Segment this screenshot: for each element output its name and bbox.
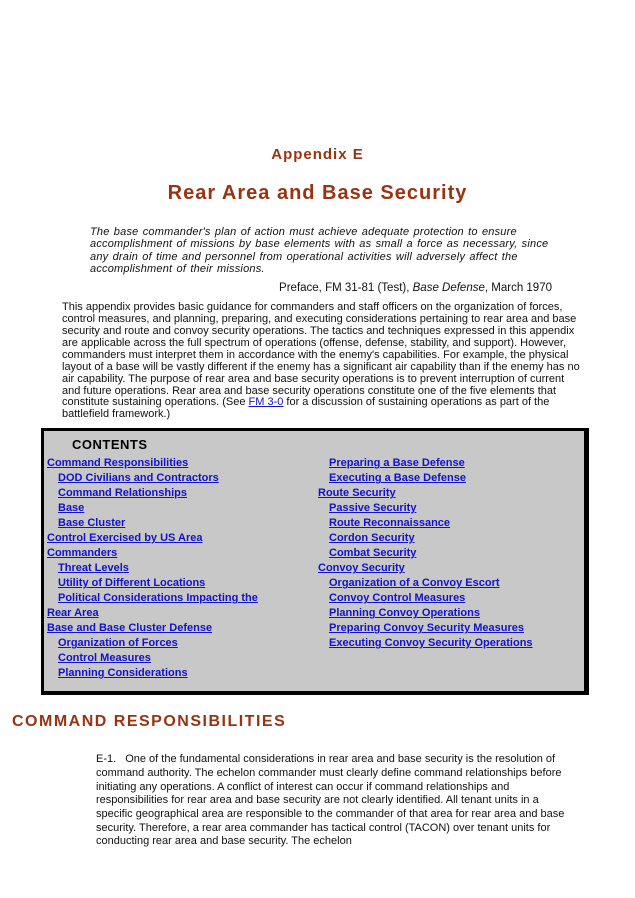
contents-link-command-responsibilities[interactable]: Command Responsibilities [47,457,189,470]
contents-link-preparing-convoy-security-measures[interactable]: Preparing Convoy Security Measures [329,622,525,635]
contents-link-political-considerations-impacting-the-rear-area[interactable]: Political Considerations Impacting the Rear Area [47,592,258,620]
contents-link-command-relationships[interactable]: Command Relationships [58,487,187,500]
contents-link-convoy-control-measures[interactable]: Convoy Control Measures [329,592,466,605]
contents-link-control-measures[interactable]: Control Measures [58,652,151,665]
intro-text-after: for a discussion of sustaining operations as part of the battlefield framework.) [62,396,550,421]
quote-attribution [90,282,552,295]
paragraph-e1 [96,753,577,849]
intro-paragraph [62,302,581,421]
contents-link-preparing-a-base-defense[interactable]: Preparing a Base Defense [329,457,465,470]
contents-heading: CONTENTS [72,437,148,453]
page-title: Rear Area and Base Security [167,182,468,204]
contents-link-cordon-security[interactable]: Cordon Security [329,532,415,545]
contents-link-control-exercised-by-us-area-commanders[interactable]: Control Exercised by US Area Commanders [47,532,203,560]
contents-link-base-cluster[interactable]: Base Cluster [58,517,126,530]
contents-link-organization-of-a-convoy-escort[interactable]: Organization of a Convoy Escort [329,577,500,590]
contents-link-executing-convoy-security-operations[interactable]: Executing Convoy Security Operations [329,637,533,650]
contents-link-planning-considerations[interactable]: Planning Considerations [58,667,188,680]
section-heading-command-responsibilities: COMMAND RESPONSIBILITIES [12,713,287,731]
contents-link-utility-of-different-locations[interactable]: Utility of Different Locations [58,577,206,590]
attribution-prefix: Preface, FM 31-81 (Test), [279,282,413,295]
paragraph-text: One of the fundamental considerations in rear area and base security is the resolution of command authority. The echelon commander must clearly define command relationships before initiating any operations. A conflict of interest can occur if command relationships and responsibilities for rear area and base security are not clearly identified. All tenant units in a specific geographical area are responsible to the commander of that area for rear area and base security. Therefore, a rear area commander has tactical control (TACON) over tenant units for conducting rear area and base security. The echelon [96,753,565,848]
contents-link-combat-security[interactable]: Combat Security [329,547,417,560]
fm-3-0-link[interactable]: FM 3-0 [248,396,284,409]
attribution-suffix: , March 1970 [484,282,552,295]
contents-right-column [318,456,581,681]
epigraph-quote: The base commander's plan of action must achieve adequate protection to ensure accomplishment of missions by base elements with as small a force as necessary, since any drain of time and personnel from operational activities will adversely affect the accomplishment of their missions. [90,226,549,275]
contents-link-base-and-base-cluster-defense[interactable]: Base and Base Cluster Defense [47,622,213,635]
contents-link-dod-civilians-and-contractors[interactable]: DOD Civilians and Contractors [58,472,219,485]
contents-link-convoy-security[interactable]: Convoy Security [318,562,405,575]
contents-link-threat-levels[interactable]: Threat Levels [58,562,129,575]
contents-link-route-reconnaissance[interactable]: Route Reconnaissance [329,517,451,530]
contents-link-base[interactable]: Base [58,502,85,515]
contents-link-planning-convoy-operations[interactable]: Planning Convoy Operations [329,607,480,620]
intro-text-before: This appendix provides basic guidance for commanders and staff officers on the organization of forces, control measures, and planning, preparing, and executing considerations pertaining to rear area and base security and route and convoy security operations. The tactics and techniques expressed in this appendix are applicable across the full spectrum of operations (offense, defense, stability, and support). However, commanders must interpret them in accordance with the enemy's capabilities. For example, the physical layout of a base will be vastly different if the enemy has a significant air capability than if the enemy has no air capability. The purpose of rear area and base security operations is to prevent interruption of current and future operations. Rear area and base security operations constitute one of the five elements that constitute sustaining operations. (See [62,301,580,409]
contents-link-route-security[interactable]: Route Security [318,487,396,500]
contents-link-executing-a-base-defense[interactable]: Executing a Base Defense [329,472,466,485]
contents-box [41,428,589,695]
paragraph-number: E-1. [96,753,117,766]
contents-link-organization-of-forces[interactable]: Organization of Forces [58,637,178,650]
contents-left-column [47,456,318,681]
appendix-label: Appendix E [271,146,364,163]
contents-link-passive-security[interactable]: Passive Security [329,502,417,515]
contents-columns [47,456,581,681]
attribution-source-title: Base Defense [412,282,485,295]
